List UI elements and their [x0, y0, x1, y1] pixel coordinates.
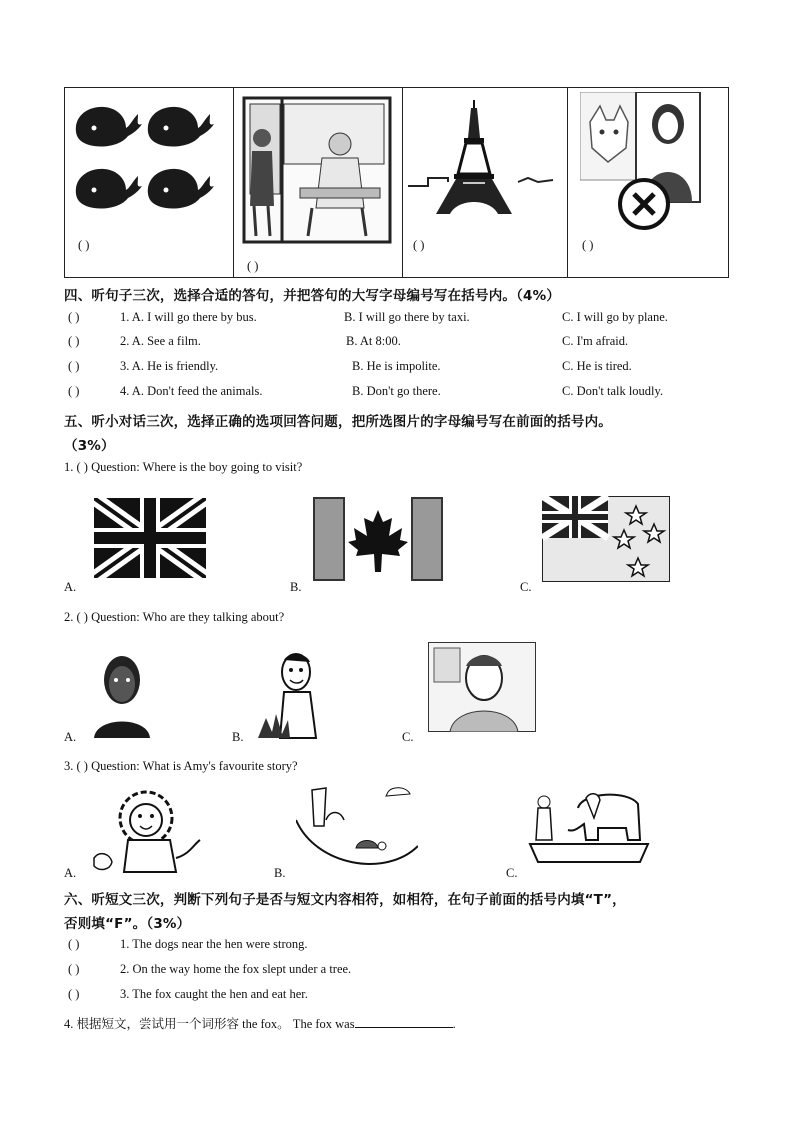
farmer-cartoon-icon — [258, 648, 324, 740]
s5-q3: 3. ( ) Question: What is Amy's favourite story? — [64, 759, 298, 773]
nz-flag-icon — [542, 496, 670, 582]
s4-q3-b: B. He is impolite. — [352, 359, 441, 373]
s6-q3-paren[interactable]: ( ) — [68, 987, 80, 1001]
s4-q3-paren[interactable]: ( ) — [68, 359, 80, 373]
s5-q3-b: B. — [274, 866, 286, 880]
s6-q1-text: 1. The dogs near the hen were strong. — [120, 937, 308, 951]
s5-q3-c: C. — [506, 866, 518, 880]
lion-icon — [90, 788, 206, 876]
s5-q1-c: C. — [520, 580, 532, 594]
s5-q2-c: C. — [402, 730, 414, 744]
s4-q1-paren[interactable]: ( ) — [68, 310, 80, 324]
s4-q2-c: C. I'm afraid. — [562, 334, 629, 348]
s4-q3-c: C. He is tired. — [562, 359, 632, 373]
s6-q4-blank[interactable] — [355, 1016, 453, 1028]
elephant-boat-icon — [528, 788, 650, 874]
s4-q2-a: 2. A. See a film. — [120, 334, 201, 348]
section5-title-pct: （3%） — [64, 438, 115, 454]
s4-q4-paren[interactable]: ( ) — [68, 384, 80, 398]
s6-q4-prefix: 4. 根据短文，尝试用一个词形容 the fox。 The fox was — [64, 1017, 355, 1031]
s5-q3-a: A. — [64, 866, 77, 880]
s5-q1-a: A. — [64, 580, 77, 594]
s4-q1-c: C. I will go by plane. — [562, 310, 668, 324]
grid-paren-1[interactable]: ( ) — [78, 238, 90, 252]
grid-paren-2[interactable]: ( ) — [247, 259, 259, 273]
s4-q4-a: 4. A. Don't feed the animals. — [120, 384, 263, 398]
portrait-a-icon — [90, 646, 154, 738]
s6-q4-suffix: . — [452, 1017, 456, 1031]
s5-q1: 1. ( ) Question: Where is the boy going to visit? — [64, 460, 303, 474]
section6-title: 六、听短文三次，判断下列句子是否与短文内容相符，如相符，在句子前面的括号内填“T”， — [64, 892, 626, 908]
eiffel-tower-icon — [408, 98, 558, 218]
s4-q1-a: 1. A. I will go there by bus. — [120, 310, 257, 324]
canada-flag-icon — [312, 496, 444, 582]
s4-q2-b: B. At 8:00. — [346, 334, 401, 348]
tortoise-hare-icon — [296, 786, 418, 876]
s6-q4 — [64, 1014, 456, 1032]
s4-q2-paren[interactable]: ( ) — [68, 334, 80, 348]
s4-q1-b: B. I will go there by taxi. — [344, 310, 470, 324]
no-photo-icon — [580, 92, 702, 230]
s5-q1-b: B. — [290, 580, 302, 594]
bus-passengers-icon — [242, 96, 392, 244]
grid-paren-3[interactable]: ( ) — [413, 238, 425, 252]
s6-q2-text: 2. On the way home the fox slept under a tree. — [120, 962, 352, 976]
section5-title: 五、听小对话三次，选择正确的选项回答问题，把所选图片的字母编号写在前面的括号内。 — [64, 414, 612, 430]
s4-q3-a: 3. A. He is friendly. — [120, 359, 219, 373]
s5-q2-a: A. — [64, 730, 77, 744]
s4-q4-b: B. Don't go there. — [352, 384, 441, 398]
grid-paren-4[interactable]: ( ) — [582, 238, 594, 252]
whales-icon — [72, 96, 217, 226]
s6-q2-paren[interactable]: ( ) — [68, 962, 80, 976]
section6-title-2: 否则填“F”。（3%） — [64, 916, 191, 932]
section4-title: 四、听句子三次，选择合适的答句，并把答句的大写字母编号写在括号内。（4%） — [64, 288, 561, 304]
s6-q3-text: 3. The fox caught the hen and eat her. — [120, 987, 308, 1001]
s4-q4-c: C. Don't talk loudly. — [562, 384, 664, 398]
s5-q2: 2. ( ) Question: Who are they talking about? — [64, 610, 285, 624]
uk-flag-icon — [94, 498, 206, 578]
s6-q1-paren[interactable]: ( ) — [68, 937, 80, 951]
portrait-c-icon — [428, 642, 536, 732]
s5-q2-b: B. — [232, 730, 244, 744]
